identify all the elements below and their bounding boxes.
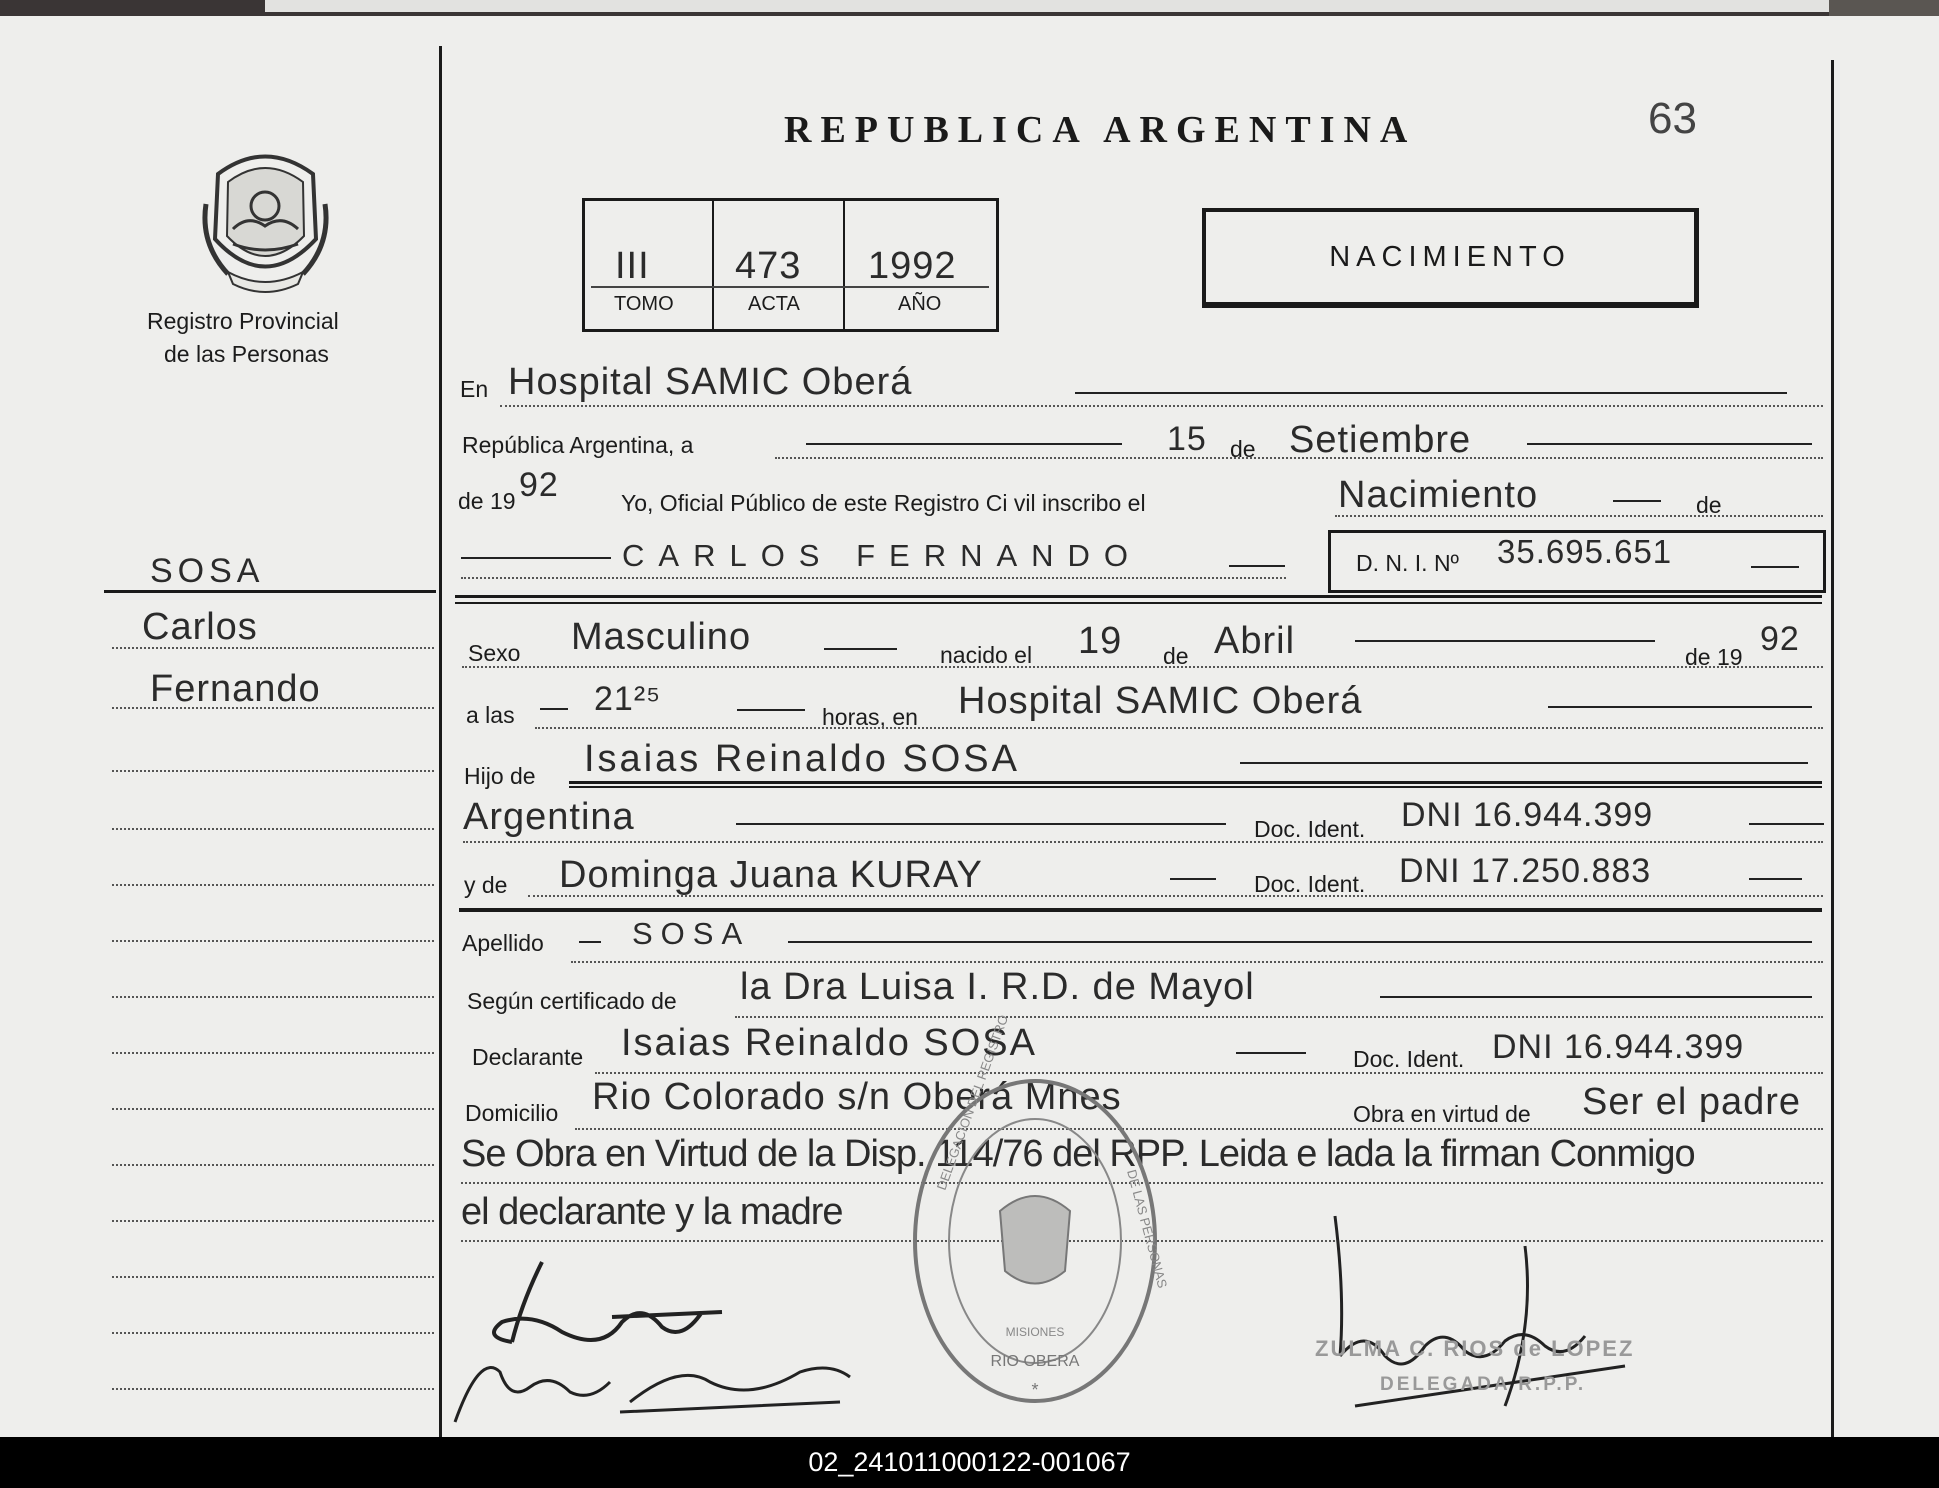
margin-line xyxy=(112,1164,434,1166)
father-name: Isaias Reinaldo SOSA xyxy=(584,738,1020,780)
registration-place: Hospital SAMIC Oberá xyxy=(508,361,913,403)
left-column-divider xyxy=(439,46,442,1437)
dotted-line xyxy=(575,1128,1823,1130)
dotted-line xyxy=(535,727,1823,729)
filler-dash xyxy=(824,648,897,650)
margin-line xyxy=(112,1388,434,1390)
father-nationality: Argentina xyxy=(463,796,635,838)
sexo-label: Sexo xyxy=(468,640,521,666)
margin-name1: Carlos xyxy=(142,606,258,648)
de-label-2: de xyxy=(1696,492,1722,518)
official-signature xyxy=(1325,1206,1665,1436)
yde-label: y de xyxy=(464,872,508,898)
filler-dash xyxy=(1749,823,1824,825)
birth-place: Hospital SAMIC Oberá xyxy=(958,680,1363,722)
registration-day: 15 xyxy=(1167,420,1207,458)
margin-line xyxy=(112,1276,434,1278)
birth-month: Abril xyxy=(1214,620,1296,662)
svg-text:MISIONES: MISIONES xyxy=(1005,1325,1065,1339)
filler-dash xyxy=(1380,996,1812,998)
declarante-label: Declarante xyxy=(472,1044,584,1070)
oficial-text: Yo, Oficial Público de este Registro Ci vil inscribo el xyxy=(621,490,1146,516)
margin-line xyxy=(112,647,434,649)
apellido-label: Apellido xyxy=(462,930,544,956)
dotted-line xyxy=(462,666,1823,668)
margin-line xyxy=(112,940,434,942)
ano-value: 1992 xyxy=(868,245,957,287)
acto-value: Nacimiento xyxy=(1338,474,1539,516)
filler-dash xyxy=(1355,640,1655,642)
child-full-name: CARLOS FERNANDO xyxy=(622,538,1143,573)
declarante-doc-label: Doc. Ident. xyxy=(1353,1046,1465,1072)
horas-label: horas, en xyxy=(822,704,918,730)
father-doc-label: Doc. Ident. xyxy=(1254,816,1366,842)
filler-dash xyxy=(1527,443,1812,445)
official-title: DELEGADA R.P.P. xyxy=(1380,1374,1587,1395)
svg-text:DE LAS PERSONAS: DE LAS PERSONAS xyxy=(1124,1167,1171,1290)
parents-rule xyxy=(459,908,1822,912)
record-number-box xyxy=(582,198,999,332)
republica-label: República Argentina, a xyxy=(462,432,694,458)
page-title: REPUBLICA ARGENTINA xyxy=(784,109,1417,151)
filler-dash xyxy=(1751,566,1799,568)
registry-name-line2: de las Personas xyxy=(164,341,329,367)
note-line-1: Se Obra en Virtud de la Disp. 114/76 del RPP. Leida e lada la firman Conmigo xyxy=(461,1133,1695,1175)
margin-name2: Fernando xyxy=(150,668,321,710)
margin-line xyxy=(112,1220,434,1222)
margin-surname-rule xyxy=(104,590,436,593)
note-line-2: el declarante y la madre xyxy=(461,1191,843,1233)
acta-label: ACTA xyxy=(748,293,800,315)
de-label: de xyxy=(1230,436,1256,462)
filler-dash xyxy=(1548,706,1812,708)
dotted-line xyxy=(595,1072,1823,1074)
birth-certificate-page xyxy=(0,16,1939,1437)
certificado-label: Según certificado de xyxy=(467,988,677,1014)
filler-dash xyxy=(1229,565,1285,567)
filler-dash xyxy=(540,708,568,710)
margin-line xyxy=(112,707,434,709)
en-label: En xyxy=(460,376,489,402)
filler-dash xyxy=(1749,878,1802,880)
filler-dash xyxy=(788,941,1812,943)
year-prefix: de 19 xyxy=(458,488,516,514)
filler-dash xyxy=(579,941,601,943)
filler-dash xyxy=(737,709,805,711)
acta-value: 473 xyxy=(735,245,802,287)
mother-doc: DNI 17.250.883 xyxy=(1399,852,1652,890)
obra-label: Obra en virtud de xyxy=(1353,1101,1531,1127)
sexo-value: Masculino xyxy=(571,616,752,658)
declarante-doc: DNI 16.944.399 xyxy=(1492,1028,1745,1066)
filler-dash xyxy=(736,823,1226,825)
section-rule-2 xyxy=(455,602,1822,604)
father-rule xyxy=(569,781,1822,784)
margin-line xyxy=(112,1108,434,1110)
dni-box xyxy=(1328,530,1826,593)
svg-text:DELEGACION DEL REGISTRO: DELEGACION DEL REGISTRO xyxy=(933,1012,1012,1193)
filler-dash xyxy=(1075,392,1787,394)
hijo-label: Hijo de xyxy=(464,763,536,789)
record-type-box: NACIMIENTO xyxy=(1202,208,1699,308)
filler-dash xyxy=(1170,878,1216,880)
filler-dash xyxy=(1240,762,1808,764)
svg-text:RIO OBERA: RIO OBERA xyxy=(990,1353,1080,1370)
father-doc: DNI 16.944.399 xyxy=(1401,796,1654,834)
margin-line xyxy=(112,770,434,772)
alas-label: a las xyxy=(466,702,515,728)
dotted-line xyxy=(463,841,1823,843)
birth-time: 21²⁵ xyxy=(594,680,662,718)
filler-dash xyxy=(1236,1052,1306,1054)
dotted-line xyxy=(571,961,1823,963)
section-rule xyxy=(455,595,1822,598)
registration-month: Setiembre xyxy=(1289,419,1472,461)
tomo-value: III xyxy=(615,245,650,287)
father-rule-2 xyxy=(569,786,1822,788)
ano-label: AÑO xyxy=(898,293,942,315)
registry-name-line1: Registro Provincial xyxy=(147,308,339,334)
declarante-value: Isaias Reinaldo SOSA xyxy=(621,1022,1037,1064)
nacido-label: nacido el xyxy=(940,642,1033,668)
filler-dash xyxy=(461,557,611,559)
mother-name: Dominga Juana KURAY xyxy=(559,854,983,896)
certificado-value: la Dra Luisa I. R.D. de Mayol xyxy=(740,966,1255,1008)
margin-line xyxy=(112,884,434,886)
dotted-line xyxy=(500,405,1823,407)
adjacent-page-edge xyxy=(265,0,1845,12)
svg-text:*: * xyxy=(1031,1380,1039,1400)
dni-label: D. N. I. Nº xyxy=(1356,550,1459,576)
right-border-line xyxy=(1831,60,1834,1437)
tomo-label: TOMO xyxy=(614,293,674,315)
de-label-3: de xyxy=(1163,643,1189,669)
margin-line xyxy=(112,1332,434,1334)
dotted-line xyxy=(1335,515,1823,517)
margin-line xyxy=(112,828,434,830)
registry-stamp-icon xyxy=(905,1012,1171,1411)
file-id-caption: 02_241011000122-001067 xyxy=(0,1437,1939,1488)
margin-line xyxy=(112,1052,434,1054)
birth-year-prefix: de 19 xyxy=(1685,644,1743,670)
page-number: 63 xyxy=(1648,94,1697,143)
mother-doc-label: Doc. Ident. xyxy=(1254,871,1366,897)
apellido-value: SOSA xyxy=(632,916,751,951)
dotted-line xyxy=(461,577,1286,579)
margin-line xyxy=(112,996,434,998)
domicilio-value: Rio Colorado s/n Oberá Mnes xyxy=(592,1076,1122,1118)
dni-value: 35.695.651 xyxy=(1497,533,1673,570)
dotted-line xyxy=(735,1016,1823,1018)
misiones-emblem-icon xyxy=(198,144,333,292)
birth-year: 92 xyxy=(1760,620,1800,658)
domicilio-label: Domicilio xyxy=(465,1100,559,1126)
birth-day: 19 xyxy=(1078,620,1123,662)
official-name: ZULMA C. RIOS de LOPEZ xyxy=(1315,1336,1635,1361)
filler-dash xyxy=(1613,500,1661,502)
obra-value: Ser el padre xyxy=(1582,1081,1802,1123)
margin-surname: SOSA xyxy=(150,552,265,590)
mother-signature xyxy=(450,1342,860,1432)
registration-year: 92 xyxy=(519,466,559,504)
filler-dash xyxy=(806,443,1122,445)
dotted-line xyxy=(528,895,1823,897)
